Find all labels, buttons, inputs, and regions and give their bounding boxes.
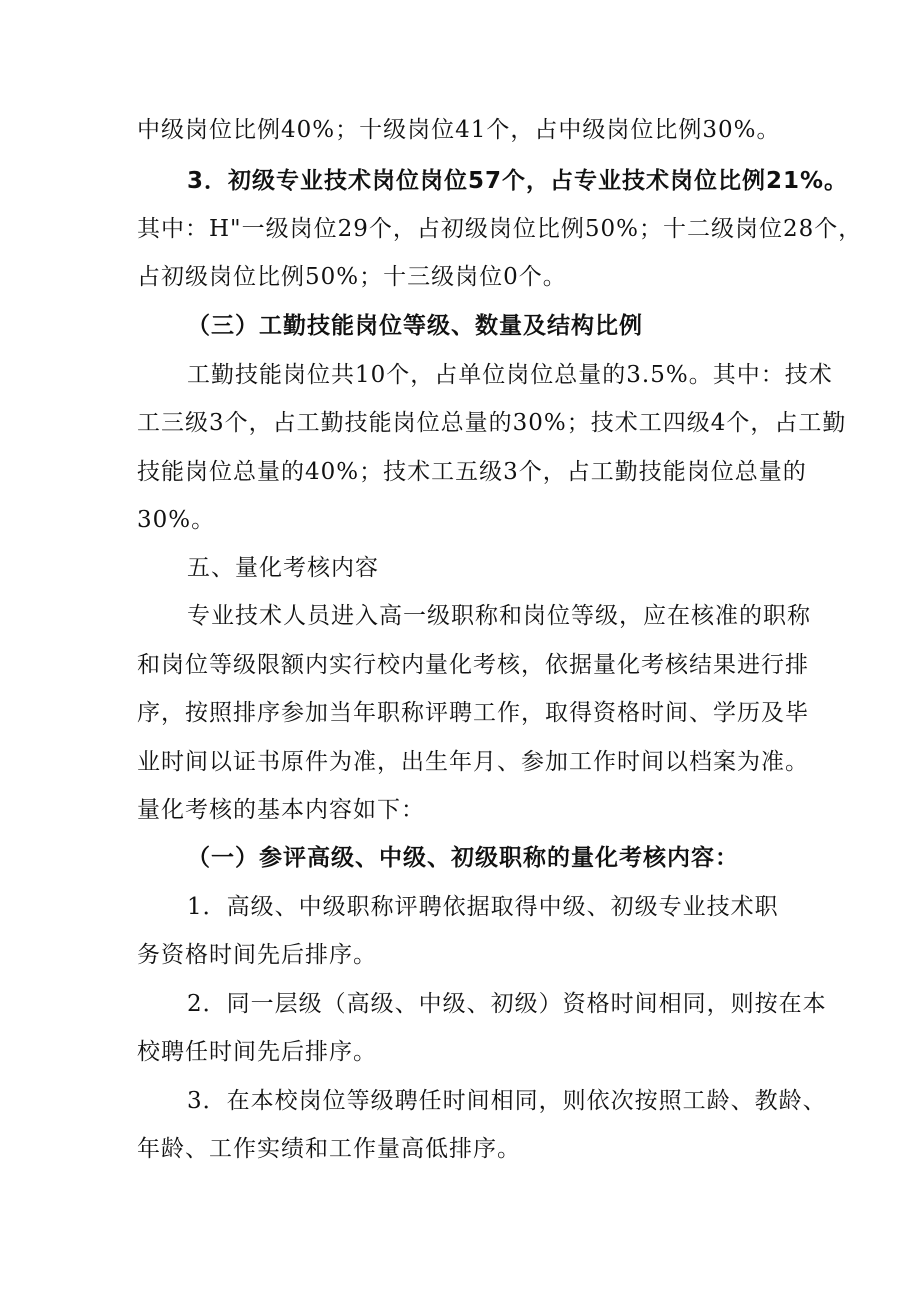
paragraph-line: 工三级3个，占工勤技能岗位总量的30%；技术工四级4个，占工勤 — [137, 410, 847, 436]
paragraph-line: 2．同一层级（高级、中级、初级）资格时间相同，则按在本 — [187, 991, 827, 1017]
paragraph-line: 3．初级专业技术岗位岗位57个，占专业技术岗位比例21%。 — [187, 168, 849, 194]
paragraph-line: 量化考核的基本内容如下： — [137, 797, 425, 823]
section-heading: （三）工勤技能岗位等级、数量及结构比例 — [187, 313, 643, 339]
paragraph-line: 和岗位等级限额内实行校内量化考核，依据量化考核结果进行排 — [137, 652, 809, 678]
paragraph-line: 专业技术人员进入高一级职称和岗位等级，应在核准的职称 — [187, 603, 811, 629]
paragraph-line: 1．高级、中级职称评聘依据取得中级、初级专业技术职 — [187, 894, 779, 920]
paragraph-line: 中级岗位比例40%；十级岗位41个，占中级岗位比例30%。 — [137, 117, 781, 143]
paragraph-line: 校聘任时间先后排序。 — [137, 1039, 377, 1065]
paragraph-line: 工勤技能岗位共10个，占单位岗位总量的3.5%。其中：技术 — [187, 362, 833, 388]
paragraph-line: 务资格时间先后排序。 — [137, 942, 377, 968]
paragraph-line: 占初级岗位比例50%；十三级岗位0个。 — [137, 264, 567, 290]
paragraph-line: 业时间以证书原件为准，出生年月、参加工作时间以档案为准。 — [137, 749, 809, 775]
paragraph-line: 年龄、工作实绩和工作量高低排序。 — [137, 1136, 521, 1162]
paragraph-line: 其中：H"一级岗位29个，占初级岗位比例50%；十二级岗位28个， — [137, 216, 863, 242]
section-heading: （一）参评高级、中级、初级职称的量化考核内容： — [187, 845, 739, 871]
paragraph-line: 序，按照排序参加当年职称评聘工作，取得资格时间、学历及毕 — [137, 700, 809, 726]
chapter-heading: 五、量化考核内容 — [187, 555, 379, 581]
paragraph-line: 技能岗位总量的40%；技术工五级3个，占工勤技能岗位总量的 — [137, 459, 807, 485]
paragraph-line: 30%。 — [137, 507, 216, 533]
paragraph-line: 3．在本校岗位等级聘任时间相同，则依次按照工龄、教龄、 — [187, 1088, 827, 1114]
